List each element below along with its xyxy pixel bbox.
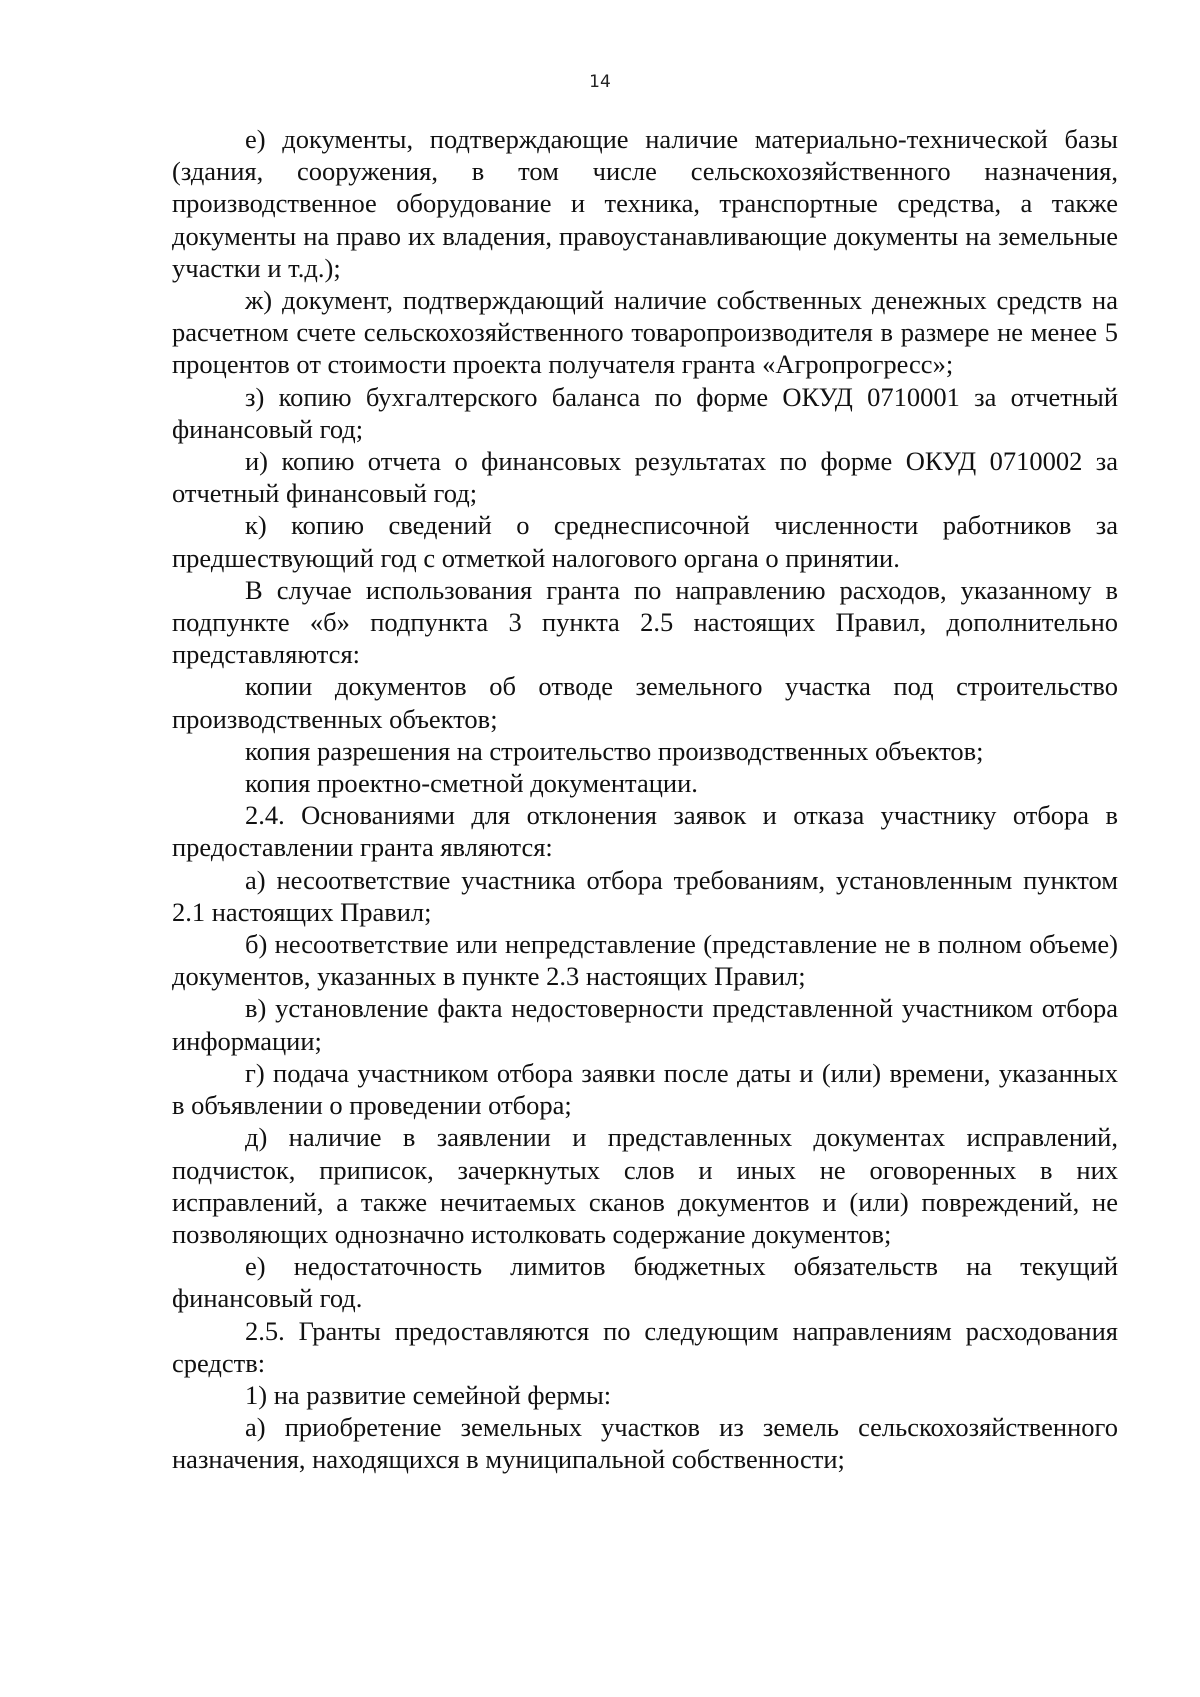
- paragraph-1-family-farm: 1) на развитие семейной фермы:: [245, 1379, 612, 1410]
- page-number: 14: [589, 72, 611, 92]
- paragraph-v-false-information: в) установление факта недостоверности представленной участником отбора информации;: [172, 993, 1118, 1056]
- paragraph-a-land-purchase: а) приобретение земельных участков из земель сельскохозяйственного назначения, находящихся в муниципальной собственности;: [172, 1412, 1118, 1475]
- section-2-5-grant-directions: 2.5. Гранты предоставляются по следующим направлениям расходования средств:: [172, 1315, 1118, 1378]
- paragraph-construction-permit: копия разрешения на строительство производственных объектов;: [245, 735, 984, 766]
- paragraph-d-corrections: д) наличие в заявлении и представленных документах исправлений, подчисток, приписок, зачеркнутых слов и иных не оговоренных в них исправлений, а также нечитаемых сканов документов и (или) повреждений, не позволяющих однозначно истолковать содержание документов;: [172, 1122, 1118, 1249]
- paragraph-b-documents-missing: б) несоответствие или непредставление (представление не в полном объеме) документов, указанных в пункте 2.3 настоящих Правил;: [172, 929, 1118, 992]
- paragraph-design-estimate: копия проектно-сметной документации.: [245, 768, 698, 799]
- paragraph-z-balance-copy: з) копию бухгалтерского баланса по форме ОКУД 0710001 за отчетный финансовый год;: [172, 381, 1118, 444]
- paragraph-e-budget-limits: е) недостаточность лимитов бюджетных обязательств на текущий финансовый год.: [172, 1251, 1118, 1314]
- paragraph-land-allotment: копии документов об отводе земельного участка под строительство производственных объектов;: [172, 671, 1118, 734]
- paragraph-g-late-submission: г) подача участником отбора заявки после даты и (или) времени, указанных в объявлении о проведении отбора;: [172, 1057, 1118, 1121]
- paragraph-zh-own-funds: ж) документ, подтверждающий наличие собственных денежных средств на расчетном счете сельскохозяйственного товаропроизводителя в размере не менее 5 процентов от стоимости проекта получателя гранта «Агропрогресс»;: [172, 285, 1118, 380]
- document-body: [172, 123, 1118, 1476]
- paragraph-a-noncompliance: а) несоответствие участника отбора требованиям, установленным пунктом 2.1 настоящих Правил;: [172, 864, 1118, 927]
- section-2-4-rejection-grounds: 2.4. Основаниями для отклонения заявок и отказа участнику отбора в предоставлении гранта являются:: [172, 800, 1118, 863]
- paragraph-i-financial-results: и) копию отчета о финансовых результатах по форме ОКУД 0710002 за отчетный финансовый год;: [172, 446, 1118, 509]
- paragraph-k-headcount: к) копию сведений о среднесписочной численности работников за предшествующий год с отметкой налогового органа о принятии.: [172, 510, 1118, 573]
- paragraph-additional-documents: В случае использования гранта по направлению расходов, указанному в подпункте «б» подпункта 3 пункта 2.5 настоящих Правил, дополнительно представляются:: [172, 574, 1118, 670]
- paragraph-e-material-base: е) документы, подтверждающие наличие материально-технической базы (здания, сооружения, в том числе сельскохозяйственного назначения, производственное оборудование и техника, транспортные средства, а также документы на право их владения, правоустанавливающие документы на земельные участки и т.д.);: [172, 124, 1118, 283]
